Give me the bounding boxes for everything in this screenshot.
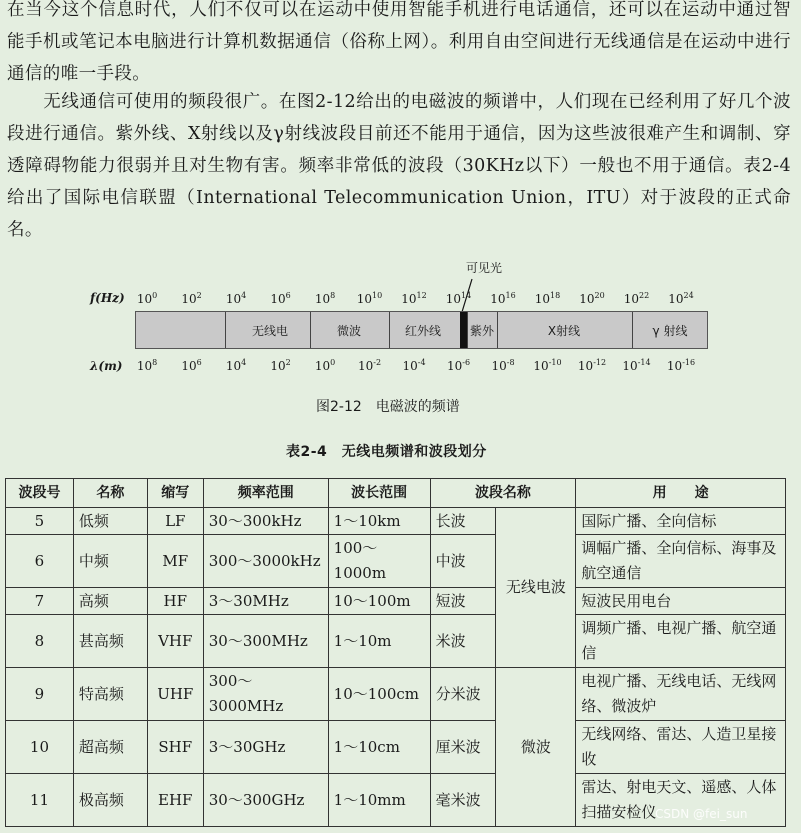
cell-wave: 1～10km [328, 508, 430, 535]
cell-band: 短波 [430, 588, 496, 615]
table-row [6, 668, 786, 721]
cell-freq: 30～300kHz [203, 508, 328, 535]
cell-band: 分米波 [430, 668, 496, 721]
cell-freq: 30～300GHz [203, 774, 328, 827]
intro-paragraph-1: 在当今这个信息时代，人们不仅可以在运动中使用智能手机进行电话通信，还可以在运动中通过智能手机或笔记本电脑进行计算机数据通信（俗称上网）。利用自由空间进行无线通信是在运动中进行通信的唯一手段。 [7, 0, 791, 84]
table-row [6, 535, 786, 588]
freq-tick-label: $10^2$ [181, 291, 202, 306]
wavelength-tick-label: $10^{-16}$ [666, 358, 696, 373]
cell-name: 超高频 [73, 721, 147, 774]
header-band-name: 波段名称 [430, 479, 576, 508]
cell-abbr: HF [147, 588, 203, 615]
cell-name: 甚高频 [73, 615, 147, 668]
cell-wave: 10～100m [328, 588, 430, 615]
cell-band: 长波 [430, 508, 496, 535]
freq-tick-label: $10^8$ [314, 291, 336, 306]
freq-tick-label: $10^6$ [270, 291, 291, 306]
cell-freq: 300～3000MHz [203, 668, 328, 721]
cell-freq: 3～30MHz [203, 588, 328, 615]
band-label-gamma: γ 射线 [652, 324, 688, 338]
cell-num: 8 [6, 615, 74, 668]
cell-wave: 100～1000m [328, 535, 430, 588]
table-row [6, 721, 786, 774]
cell-abbr: SHF [147, 721, 203, 774]
cell-num: 5 [6, 508, 74, 535]
freq-tick-label: $10^{14}$ [445, 291, 472, 306]
cell-name: 中频 [73, 535, 147, 588]
visible-light-pointer [0, 0, 801, 320]
cell-name: 低频 [73, 508, 147, 535]
header-usage: 用 途 [576, 479, 786, 508]
band-visible [460, 312, 467, 348]
cell-use: 雷达、射电天文、遥感、人体扫描安检仪 [576, 774, 786, 827]
band-label-infrared: 红外线 [404, 324, 442, 338]
cell-abbr: LF [147, 508, 203, 535]
cell-abbr: EHF [147, 774, 203, 827]
freq-tick-label: $10^{16}$ [490, 291, 516, 306]
table-title: 表2-4 无线电频谱和波段划分 [286, 444, 487, 460]
wavelength-tick-label: $10^{-14}$ [622, 358, 651, 373]
table-row [6, 615, 786, 668]
header-band-number: 波段号 [6, 479, 74, 508]
cell-group-microwave: 微波 [496, 668, 576, 827]
freq-tick-label: $10^4$ [225, 291, 247, 306]
wavelength-tick-label: $10^2$ [270, 358, 291, 373]
cell-use: 无线网络、雷达、人造卫星接收 [576, 721, 786, 774]
wavelength-tick-label: $10^4$ [225, 358, 247, 373]
freq-tick-label: $10^0$ [136, 291, 158, 306]
band-label-radio: 无线电 [251, 324, 289, 338]
freq-tick-label: $10^{18}$ [534, 291, 561, 306]
cell-num: 11 [6, 774, 74, 827]
cell-use: 电视广播、无线电话、无线网络、微波炉 [576, 668, 786, 721]
cell-use: 国际广播、全向信标 [576, 508, 786, 535]
cell-num: 7 [6, 588, 74, 615]
cell-band: 中波 [430, 535, 496, 588]
intro-paragraph-2-text: 无线通信可使用的频段很广。在图2-12给出的电磁波的频谱中，人们现在已经利用了好几个波段进行通信。紫外线、X射线以及γ射线波段目前还不能用于通信，因为这些波很难产生和调制、穿透障碍物能力很弱并且对生物有害。频率非常低的波段（30KHz以下）一般也不用于通信。表2-4给出了国际电信联盟（International Telecommunication Union，ITU）对于波段的正式命名。 [7, 92, 791, 240]
table-header-row [6, 479, 786, 508]
cell-band: 厘米波 [430, 721, 496, 774]
table-row [6, 508, 786, 535]
spectrum-bar [135, 311, 708, 349]
wavelength-tick-label: $10^{-10}$ [533, 358, 562, 373]
wavelength-axis-label: λ(m) [90, 359, 123, 373]
freq-tick-label: $10^{22}$ [623, 291, 650, 306]
cell-wave: 1～10mm [328, 774, 430, 827]
header-abbreviation: 缩写 [147, 479, 203, 508]
wavelength-tick-label: $10^{-8}$ [491, 358, 515, 373]
cell-use: 调幅广播、全向信标、海事及航空通信 [576, 535, 786, 588]
cell-freq: 30～300MHz [203, 615, 328, 668]
freq-tick-label: $10^{24}$ [668, 291, 694, 306]
wavelength-tick-label: $10^{-4}$ [402, 358, 426, 373]
cell-use: 调频广播、电视广播、航空通信 [576, 615, 786, 668]
visible-light-label: 可见光 [466, 261, 503, 275]
header-frequency-range: 频率范围 [203, 479, 328, 508]
cell-group-radio-waves: 无线电波 [496, 508, 576, 668]
table-row [6, 588, 786, 615]
cell-abbr: VHF [147, 615, 203, 668]
header-name: 名称 [73, 479, 147, 508]
cell-wave: 1～10cm [328, 721, 430, 774]
cell-num: 10 [6, 721, 74, 774]
wavelength-tick-label: $10^8$ [136, 358, 158, 373]
cell-freq: 300～3000kHz [203, 535, 328, 588]
wavelength-tick-label: $10^{-6}$ [446, 358, 471, 373]
cell-name: 极高频 [73, 774, 147, 827]
freq-tick-label: $10^{10}$ [356, 291, 383, 306]
cell-num: 9 [6, 668, 74, 721]
cell-use: 短波民用电台 [576, 588, 786, 615]
cell-num: 6 [6, 535, 74, 588]
radio-spectrum-table [5, 478, 786, 827]
figure-caption: 图2-12 电磁波的频谱 [316, 399, 460, 415]
freq-tick-label: $10^{12}$ [401, 291, 427, 306]
wavelength-tick-label: $10^0$ [314, 358, 336, 373]
cell-abbr: UHF [147, 668, 203, 721]
wavelength-tick-label: $10^{-2}$ [357, 358, 382, 373]
freq-tick-label: $10^{20}$ [579, 291, 605, 306]
wavelength-tick-label: $10^{-12}$ [577, 358, 607, 373]
cell-wave: 1～10m [328, 615, 430, 668]
freq-axis-label: f(Hz) [90, 291, 125, 305]
band-label-xray: X射线 [547, 324, 581, 338]
cell-band: 毫米波 [430, 774, 496, 827]
cell-freq: 3～30GHz [203, 721, 328, 774]
cell-wave: 10～100cm [328, 668, 430, 721]
band-label-microwave: 微波 [336, 324, 362, 338]
band-label-ultraviolet: 紫外 [469, 324, 495, 338]
watermark: CSDN @fei_sun [655, 807, 748, 821]
cell-band: 米波 [430, 615, 496, 668]
cell-name: 特高频 [73, 668, 147, 721]
cell-name: 高频 [73, 588, 147, 615]
wavelength-tick-label: $10^6$ [181, 358, 202, 373]
header-wavelength-range: 波长范围 [328, 479, 430, 508]
cell-abbr: MF [147, 535, 203, 588]
